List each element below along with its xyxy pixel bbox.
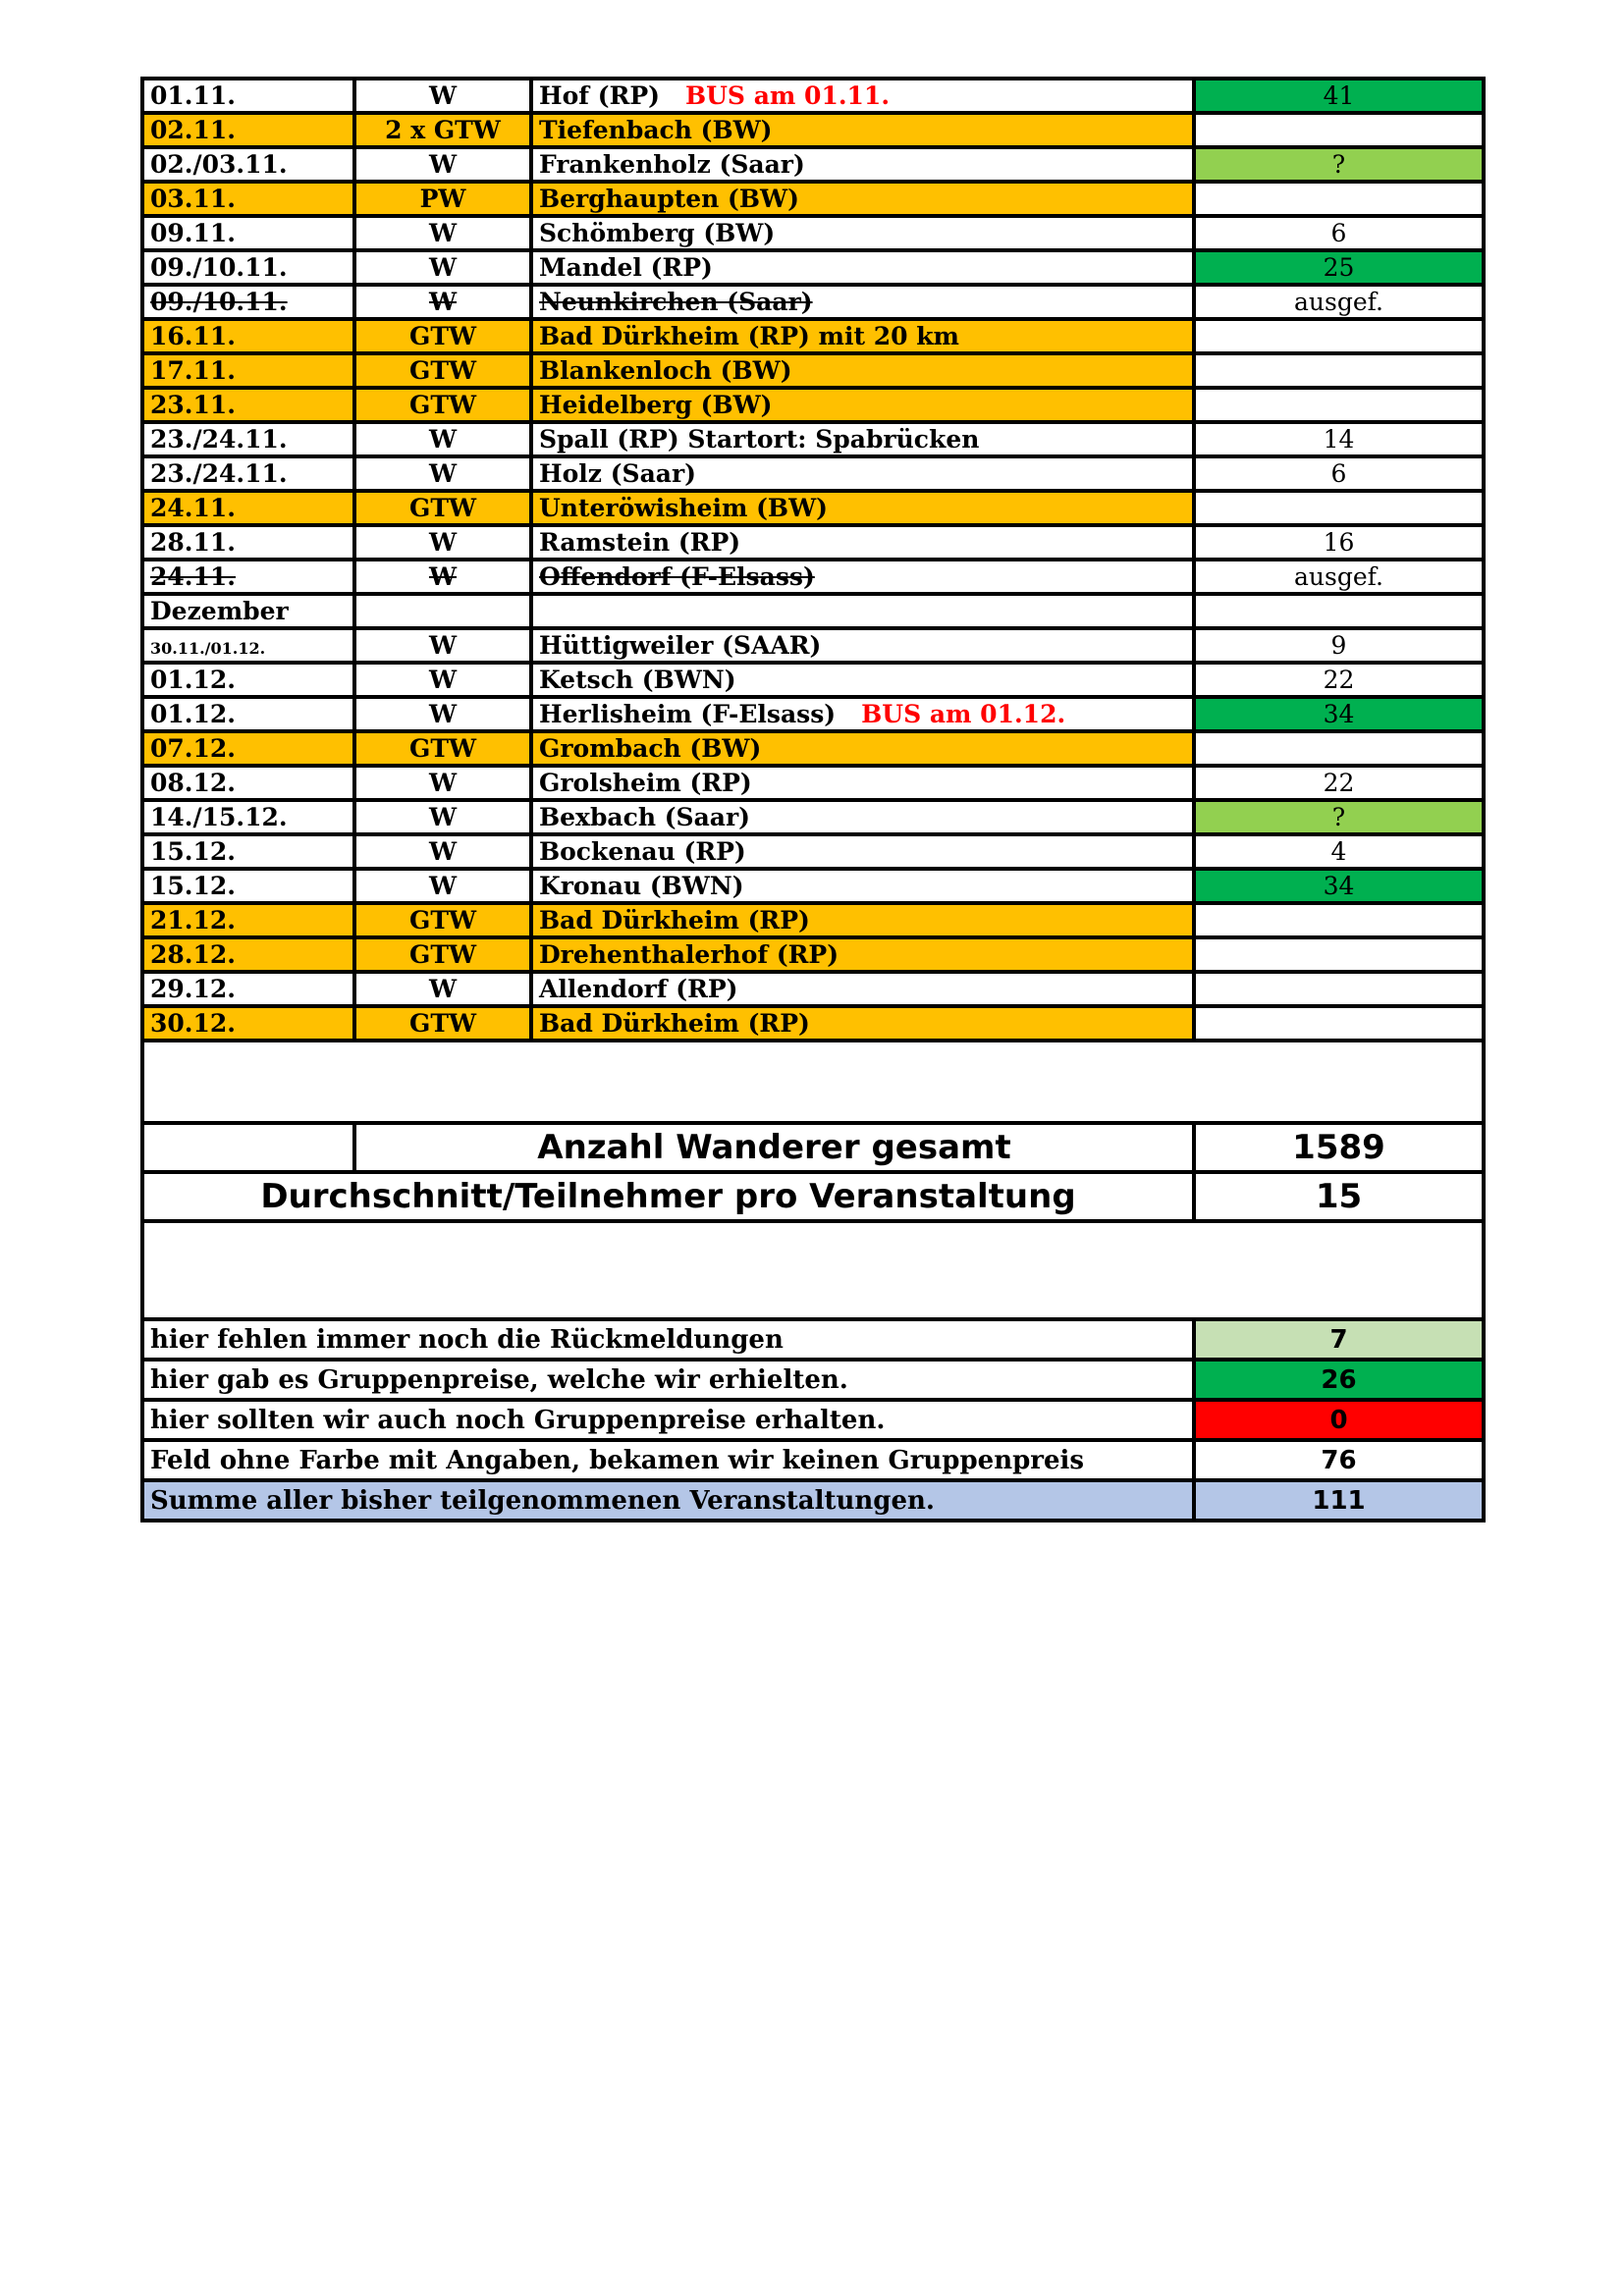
event-type	[354, 79, 531, 113]
event-place-text: Bockenau (RP)	[539, 837, 746, 866]
event-type-text: W	[428, 562, 458, 591]
event-row	[142, 422, 1484, 456]
legend-row	[142, 1400, 1484, 1440]
event-row	[142, 937, 1484, 972]
event-date	[142, 456, 354, 491]
legend-row	[142, 1440, 1484, 1480]
event-place	[531, 182, 1194, 216]
event-row	[142, 628, 1484, 663]
event-type	[354, 697, 531, 731]
event-type	[354, 937, 531, 972]
event-type	[354, 353, 531, 388]
legend-text: hier gab es Gruppenpreise, welche wir erhielten.	[142, 1360, 1194, 1400]
event-date-text: 02.11.	[150, 116, 236, 144]
participant-count: ?	[1194, 147, 1484, 182]
event-type-text: GTW	[408, 494, 477, 522]
event-place-text: Tiefenbach (BW)	[539, 116, 773, 144]
event-date	[142, 388, 354, 422]
event-place	[531, 285, 1194, 319]
event-type	[354, 491, 531, 525]
event-place	[531, 731, 1194, 766]
event-place-text: Bexbach (Saar)	[539, 803, 751, 831]
event-date-text: Dezember	[150, 597, 289, 625]
event-place-text: Berghaupten (BW)	[539, 185, 799, 213]
event-date	[142, 79, 354, 113]
spacer-cell	[142, 1041, 1484, 1123]
event-row	[142, 525, 1484, 560]
event-date-text: 24.11.	[150, 562, 236, 591]
event-type-text: GTW	[408, 734, 477, 763]
event-place-text: Herlisheim (F-Elsass)	[539, 700, 837, 728]
event-place-text: Allendorf (RP)	[539, 975, 738, 1003]
event-type-text: W	[428, 872, 458, 900]
event-type	[354, 869, 531, 903]
event-place	[531, 766, 1194, 800]
event-date	[142, 113, 354, 147]
event-type	[354, 113, 531, 147]
participant-count	[1194, 319, 1484, 353]
spacer-row	[142, 1221, 1484, 1319]
event-type-text: PW	[419, 185, 466, 213]
event-date	[142, 560, 354, 594]
event-place	[531, 800, 1194, 834]
event-row	[142, 147, 1484, 182]
event-date-text: 01.12.	[150, 666, 236, 694]
event-type	[354, 628, 531, 663]
event-date-text: 03.11.	[150, 185, 236, 213]
event-type-text: W	[428, 700, 458, 728]
event-type	[354, 216, 531, 250]
participant-count	[1194, 388, 1484, 422]
legend-value: 0	[1194, 1400, 1484, 1440]
event-place	[531, 972, 1194, 1006]
bus-note: BUS am 01.12.	[861, 700, 1066, 728]
event-type-text: W	[428, 288, 458, 316]
events-table-body	[142, 79, 1484, 1041]
event-date-text: 09.11.	[150, 219, 236, 247]
event-date-text: 01.11.	[150, 81, 236, 110]
event-date	[142, 834, 354, 869]
legend-text: Feld ohne Farbe mit Angaben, bekamen wir keinen Gruppenpreis	[142, 1440, 1194, 1480]
event-row	[142, 903, 1484, 937]
event-type-text: 2 x GTW	[385, 116, 501, 144]
event-row	[142, 216, 1484, 250]
event-type-text: W	[428, 425, 458, 454]
event-type	[354, 525, 531, 560]
event-type	[354, 594, 531, 628]
participant-count: ?	[1194, 800, 1484, 834]
event-type-text: W	[428, 528, 458, 557]
event-date-text: 09./10.11.	[150, 288, 288, 316]
legend-text: Summe aller bisher teilgenommenen Veranstaltungen.	[142, 1480, 1194, 1521]
event-date	[142, 250, 354, 285]
event-type	[354, 834, 531, 869]
total-empty-cell	[142, 1123, 354, 1172]
event-row	[142, 182, 1484, 216]
event-place	[531, 456, 1194, 491]
event-type-text: GTW	[408, 322, 477, 350]
event-type	[354, 182, 531, 216]
event-date-text: 28.11.	[150, 528, 236, 557]
event-date	[142, 697, 354, 731]
average-value: 15	[1194, 1172, 1484, 1221]
event-row	[142, 594, 1484, 628]
event-place	[531, 834, 1194, 869]
event-row	[142, 663, 1484, 697]
event-date	[142, 731, 354, 766]
event-date-text: 30.12.	[150, 1009, 236, 1038]
legend-value: 111	[1194, 1480, 1484, 1521]
event-place-text: Heidelberg (BW)	[539, 391, 773, 419]
event-place-text: Neunkirchen (Saar)	[539, 288, 813, 316]
average-row	[142, 1172, 1484, 1221]
event-date-text: 08.12.	[150, 769, 236, 797]
participant-count: ausgef.	[1194, 560, 1484, 594]
event-date-text: 24.11.	[150, 494, 236, 522]
event-type	[354, 422, 531, 456]
event-place	[531, 903, 1194, 937]
event-type-text: W	[428, 666, 458, 694]
legend-value: 76	[1194, 1440, 1484, 1480]
event-place	[531, 697, 1194, 731]
participant-count: 34	[1194, 697, 1484, 731]
legend-value: 26	[1194, 1360, 1484, 1400]
event-type-text: W	[428, 769, 458, 797]
event-place	[531, 353, 1194, 388]
event-place-text: Mandel (RP)	[539, 253, 713, 282]
legend-row	[142, 1360, 1484, 1400]
event-place	[531, 869, 1194, 903]
event-date	[142, 663, 354, 697]
event-row	[142, 697, 1484, 731]
participant-count	[1194, 182, 1484, 216]
event-place-text: Hof (RP)	[539, 81, 660, 110]
participant-count: 6	[1194, 216, 1484, 250]
event-place	[531, 1006, 1194, 1041]
spacer-row	[142, 1041, 1484, 1123]
event-date-text: 07.12.	[150, 734, 236, 763]
event-date-text: 02./03.11.	[150, 150, 288, 179]
event-row	[142, 560, 1484, 594]
event-place-text: Schömberg (BW)	[539, 219, 776, 247]
event-type	[354, 663, 531, 697]
average-label: Durchschnitt/Teilnehmer pro Veranstaltung	[142, 1172, 1194, 1221]
participant-count: 25	[1194, 250, 1484, 285]
event-type-text: W	[428, 631, 458, 660]
total-value: 1589	[1194, 1123, 1484, 1172]
event-row	[142, 250, 1484, 285]
event-date	[142, 422, 354, 456]
event-place	[531, 319, 1194, 353]
event-type-text: W	[428, 81, 458, 110]
event-place	[531, 491, 1194, 525]
event-place-text: Blankenloch (BW)	[539, 356, 792, 385]
event-place	[531, 250, 1194, 285]
event-place	[531, 113, 1194, 147]
participant-count: 14	[1194, 422, 1484, 456]
event-place	[531, 79, 1194, 113]
event-place	[531, 937, 1194, 972]
legend-section	[142, 1319, 1484, 1521]
event-place-text: Hüttigweiler (SAAR)	[539, 631, 822, 660]
event-row	[142, 834, 1484, 869]
event-place-text: Grolsheim (RP)	[539, 769, 752, 797]
event-place-text: Drehenthalerhof (RP)	[539, 940, 839, 969]
legend-value: 7	[1194, 1319, 1484, 1360]
event-type	[354, 147, 531, 182]
event-place-text: Frankenholz (Saar)	[539, 150, 805, 179]
event-row	[142, 972, 1484, 1006]
event-row	[142, 79, 1484, 113]
event-date	[142, 594, 354, 628]
event-date	[142, 903, 354, 937]
event-type	[354, 731, 531, 766]
event-type	[354, 250, 531, 285]
event-row	[142, 731, 1484, 766]
participant-count	[1194, 353, 1484, 388]
event-date-text: 23./24.11.	[150, 459, 288, 488]
participant-count: 4	[1194, 834, 1484, 869]
event-date	[142, 182, 354, 216]
event-type	[354, 456, 531, 491]
participant-count: 22	[1194, 663, 1484, 697]
event-place-text: Bad Dürkheim (RP) mit 20 km	[539, 322, 960, 350]
event-date	[142, 937, 354, 972]
participant-count	[1194, 731, 1484, 766]
event-type-text: W	[428, 975, 458, 1003]
event-place	[531, 388, 1194, 422]
event-date	[142, 147, 354, 182]
participant-count: 16	[1194, 525, 1484, 560]
events-table	[140, 77, 1486, 1522]
participant-count: 41	[1194, 79, 1484, 113]
event-date-text: 17.11.	[150, 356, 236, 385]
event-date-text: 14./15.12.	[150, 803, 288, 831]
participant-count	[1194, 491, 1484, 525]
event-row	[142, 456, 1484, 491]
event-type-text: W	[428, 219, 458, 247]
participant-count: 9	[1194, 628, 1484, 663]
event-date-text: 09./10.11.	[150, 253, 288, 282]
event-row	[142, 319, 1484, 353]
event-place	[531, 525, 1194, 560]
spacer-cell	[142, 1221, 1484, 1319]
event-row	[142, 285, 1484, 319]
event-row	[142, 388, 1484, 422]
event-date	[142, 766, 354, 800]
event-date-text: 28.12.	[150, 940, 236, 969]
event-row	[142, 1006, 1484, 1041]
event-type-text: GTW	[408, 940, 477, 969]
legend-text: hier sollten wir auch noch Gruppenpreise erhalten.	[142, 1400, 1194, 1440]
event-sheet	[140, 77, 1482, 1522]
participant-count: 6	[1194, 456, 1484, 491]
event-type	[354, 972, 531, 1006]
event-type-text: W	[428, 253, 458, 282]
event-type-text: GTW	[408, 391, 477, 419]
participant-count	[1194, 1006, 1484, 1041]
participant-count	[1194, 972, 1484, 1006]
event-date	[142, 972, 354, 1006]
participant-count: 22	[1194, 766, 1484, 800]
event-date-text: 15.12.	[150, 837, 236, 866]
event-date	[142, 319, 354, 353]
participant-count	[1194, 113, 1484, 147]
event-date	[142, 1006, 354, 1041]
event-date-text: 21.12.	[150, 906, 236, 934]
event-date	[142, 869, 354, 903]
participant-count	[1194, 937, 1484, 972]
event-place-text: Holz (Saar)	[539, 459, 696, 488]
legend-row	[142, 1319, 1484, 1360]
event-type	[354, 800, 531, 834]
event-place	[531, 560, 1194, 594]
event-place-text: Grombach (BW)	[539, 734, 762, 763]
event-place	[531, 147, 1194, 182]
event-date-text: 23.11.	[150, 391, 236, 419]
participant-count	[1194, 594, 1484, 628]
event-row	[142, 353, 1484, 388]
event-row	[142, 766, 1484, 800]
event-date-text: 16.11.	[150, 322, 236, 350]
event-type	[354, 285, 531, 319]
total-row	[142, 1123, 1484, 1172]
event-row	[142, 113, 1484, 147]
event-place	[531, 628, 1194, 663]
event-type-text: W	[428, 150, 458, 179]
event-date	[142, 525, 354, 560]
event-type	[354, 766, 531, 800]
event-type	[354, 903, 531, 937]
event-place-text: Bad Dürkheim (RP)	[539, 1009, 810, 1038]
event-place-text: Bad Dürkheim (RP)	[539, 906, 810, 934]
event-place-text: Spall (RP) Startort: Spabrücken	[539, 425, 980, 454]
event-date-text: 15.12.	[150, 872, 236, 900]
participant-count	[1194, 903, 1484, 937]
event-type	[354, 1006, 531, 1041]
participant-count: ausgef.	[1194, 285, 1484, 319]
event-row	[142, 800, 1484, 834]
participant-count: 34	[1194, 869, 1484, 903]
event-type-text: W	[428, 459, 458, 488]
event-place	[531, 216, 1194, 250]
event-place	[531, 594, 1194, 628]
event-type-text: GTW	[408, 356, 477, 385]
event-date-text: 30.11./01.12.	[150, 639, 266, 658]
event-place-text: Offendorf (F-Elsass)	[539, 562, 815, 591]
event-date-text: 01.12.	[150, 700, 236, 728]
bus-note: BUS am 01.11.	[685, 81, 891, 110]
event-type	[354, 388, 531, 422]
event-place-text: Kronau (BWN)	[539, 872, 744, 900]
event-date	[142, 628, 354, 663]
summary-section	[142, 1041, 1484, 1319]
event-date	[142, 800, 354, 834]
event-type-text: GTW	[408, 1009, 477, 1038]
legend-text: hier fehlen immer noch die Rückmeldungen	[142, 1319, 1194, 1360]
legend-row	[142, 1480, 1484, 1521]
event-place-text: Ketsch (BWN)	[539, 666, 736, 694]
event-type-text: W	[428, 837, 458, 866]
event-place	[531, 663, 1194, 697]
event-type	[354, 319, 531, 353]
event-date	[142, 353, 354, 388]
event-type-text: GTW	[408, 906, 477, 934]
event-row	[142, 491, 1484, 525]
event-date	[142, 285, 354, 319]
event-date	[142, 216, 354, 250]
event-row	[142, 869, 1484, 903]
event-type-text: W	[428, 803, 458, 831]
event-date-text: 23./24.11.	[150, 425, 288, 454]
total-label: Anzahl Wanderer gesamt	[354, 1123, 1194, 1172]
event-type	[354, 560, 531, 594]
event-date-text: 29.12.	[150, 975, 236, 1003]
event-place	[531, 422, 1194, 456]
event-place-text: Ramstein (RP)	[539, 528, 741, 557]
event-place-text: Unteröwisheim (BW)	[539, 494, 828, 522]
event-date	[142, 491, 354, 525]
